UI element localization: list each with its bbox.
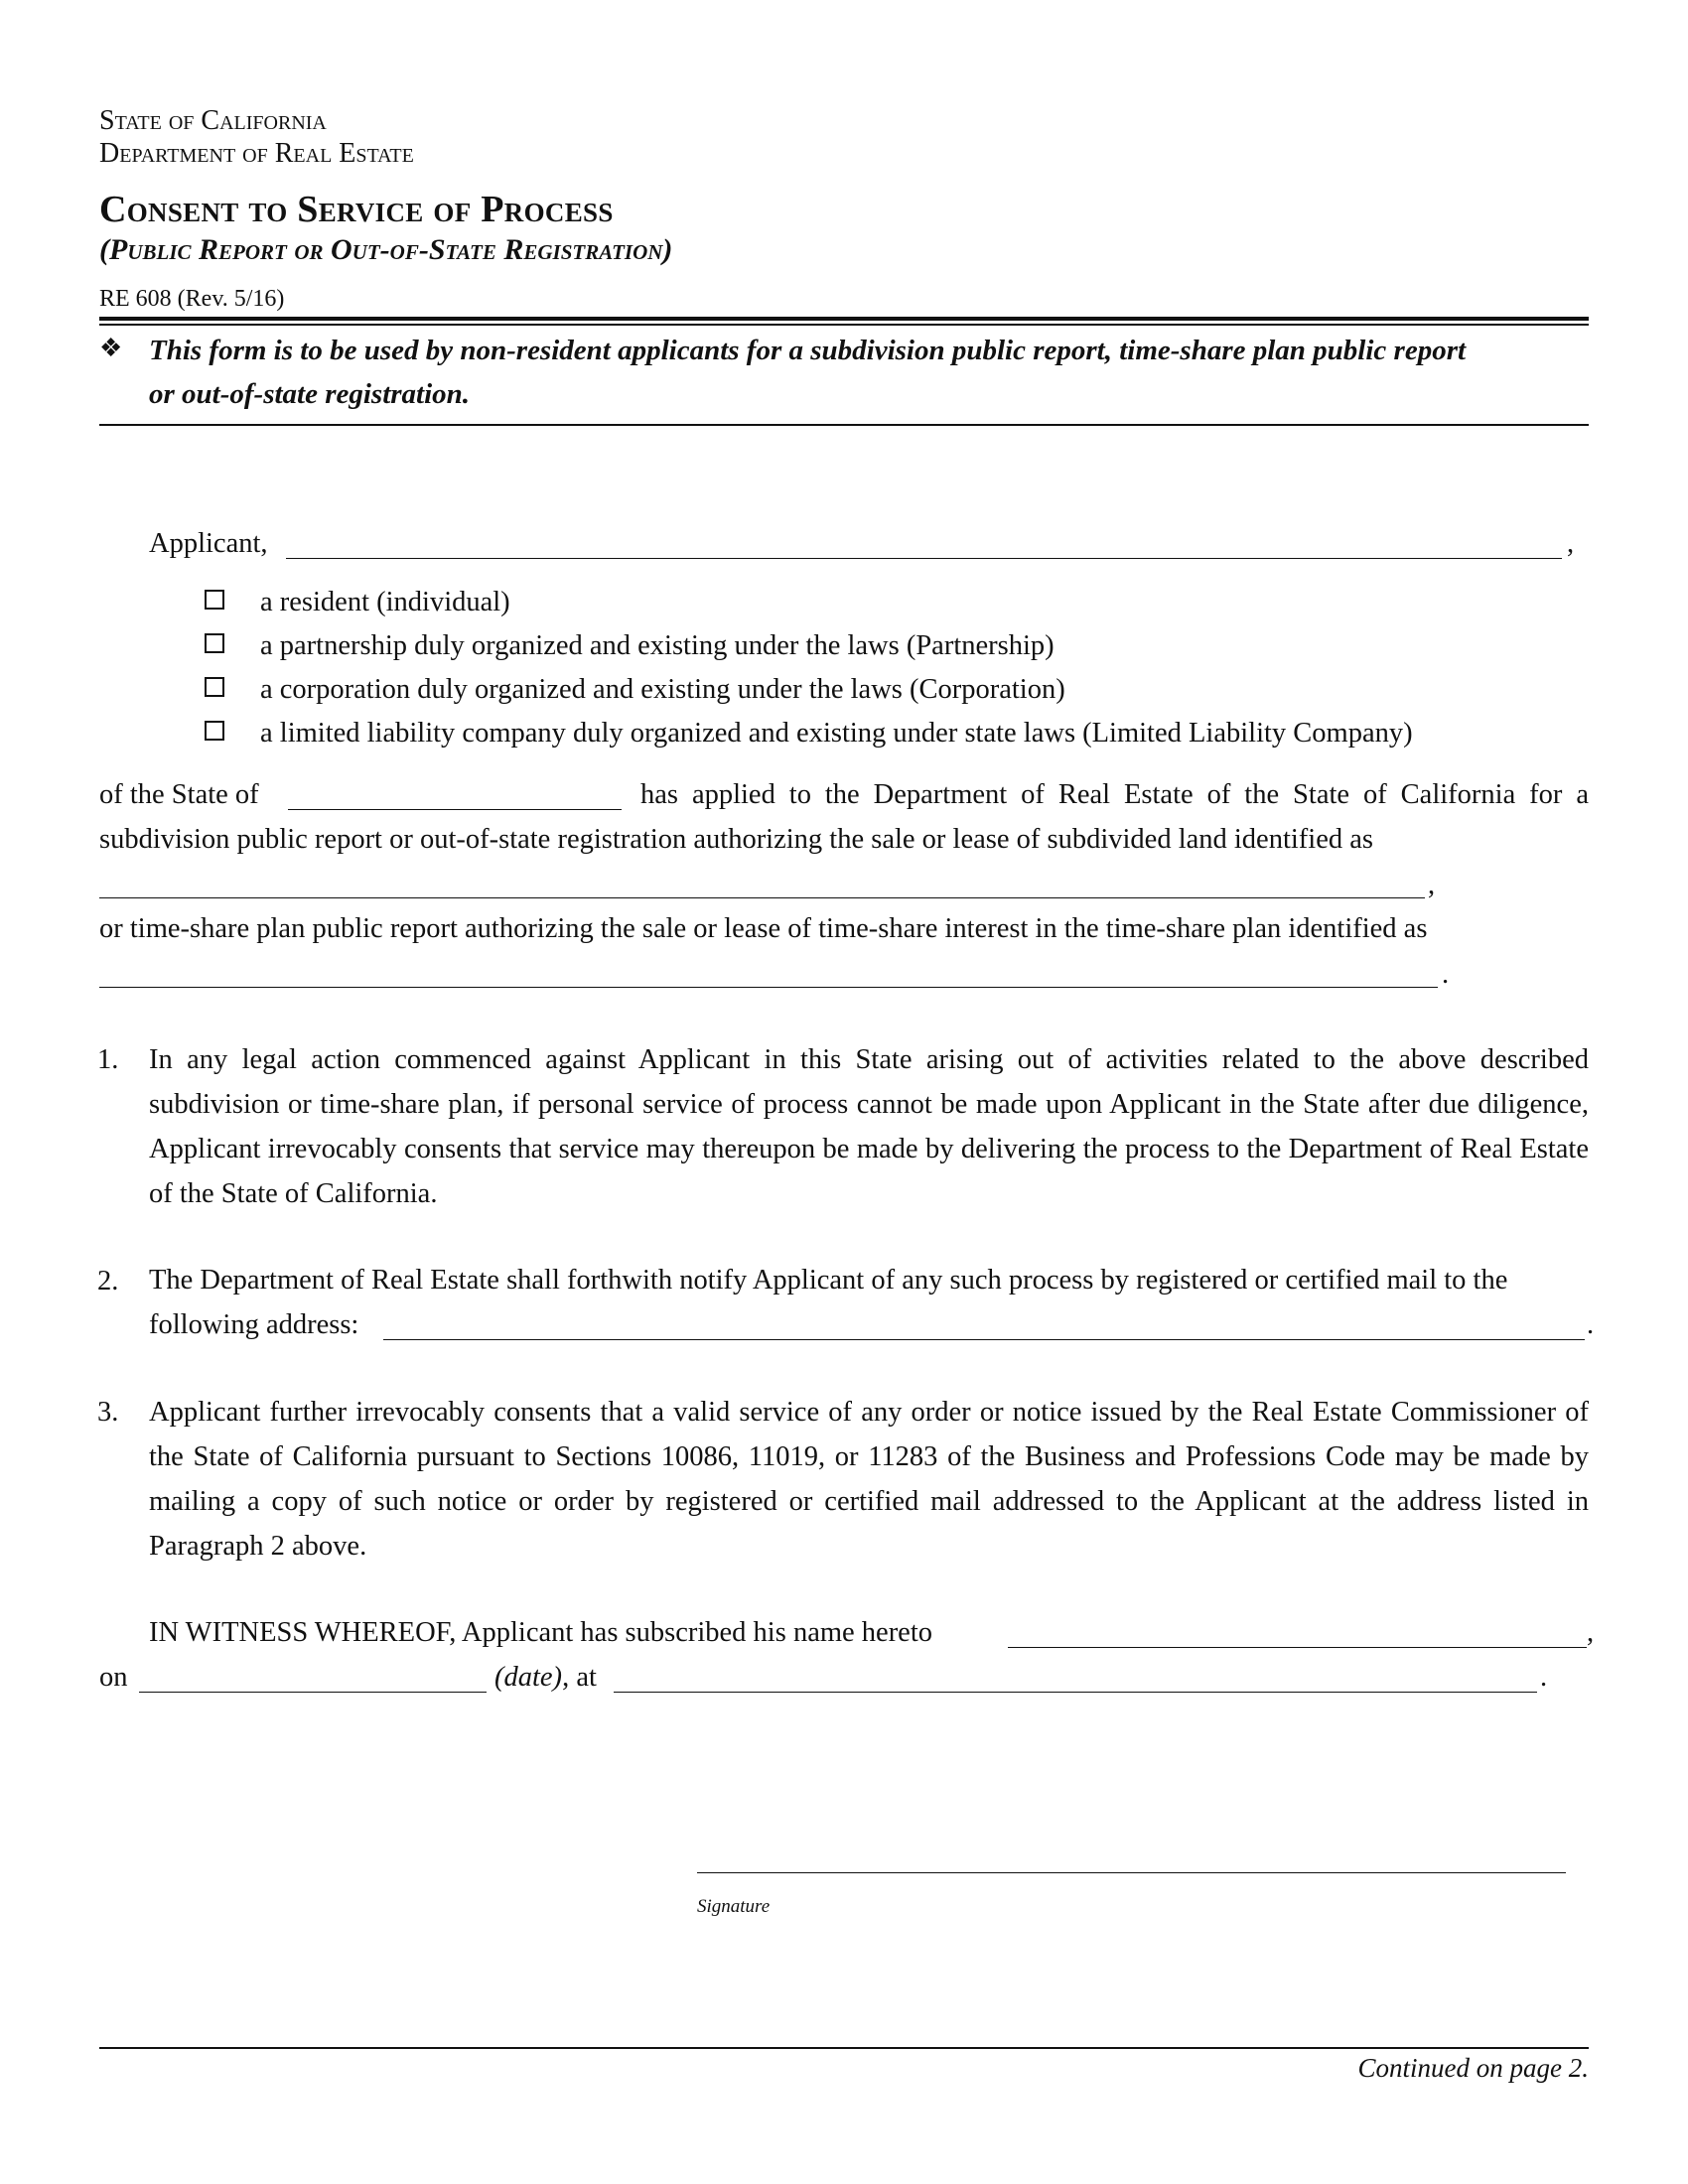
checkbox-resident[interactable] [205, 590, 224, 610]
checkbox-llc[interactable] [205, 721, 224, 741]
checkbox-resident-label: a resident (individual) [260, 587, 510, 617]
notice-line-1: This form is to be used by non-resident applicants for a subdivision public report, time-share plan public report [149, 335, 1467, 366]
date-caption [494, 1664, 597, 1693]
timeshare-field[interactable] [99, 987, 1438, 988]
applicant-name-field[interactable] [286, 558, 1562, 559]
form-subtitle: (Public Report or Out-of-State Registration) [99, 233, 673, 266]
paragraph-1-text: In any legal action commenced against Applicant in this State arising out of activities related to the above described subdivision or time-share plan, if personal service of process cannot be made upon Applicant in the State after due diligence, Applicant irrevocably consents that service may thereupon be made by delivering the process to the Department of Real Estate of the State of California. [149, 1044, 1589, 1209]
subdivision-description: subdivision public report or out-of-state registration authorizing the sale or lease of subdivided land identified as [99, 824, 1373, 855]
header-rule-thin [99, 324, 1589, 326]
date-field[interactable] [139, 1692, 487, 1693]
diamond-bullet-icon: ❖ [99, 334, 123, 362]
notice-rule [99, 424, 1589, 426]
footer-rule [99, 2047, 1589, 2049]
paragraph-3-text: Applicant further irrevocably consents that a valid service of any order or notice issued by the Real Estate Commissioner of the State of California pursuant to Sections 10086, 11019, or 11283 of the Business and Professions Code may be made by mailing a copy of such notice or order by registered or certified mail addressed to the Applicant at the address listed in Paragraph 2 above. [149, 1397, 1589, 1562]
checkbox-partnership[interactable] [205, 633, 224, 653]
checkbox-partnership-label: a partnership duly organized and existing under the laws (Partnership) [260, 630, 1055, 661]
paragraph-2-trailing: . [1587, 1309, 1595, 1340]
agency-state: State of California [99, 105, 327, 136]
subdivision-field[interactable] [99, 897, 1425, 898]
checkbox-llc-label: a limited liability company duly organized and existing under state laws (Limited Liability Company) [260, 718, 1413, 749]
paragraph-2-line-1: The Department of Real Estate shall forthwith notify Applicant of any such process by registered or certified mail to the [149, 1265, 1508, 1296]
date-label: (date) [494, 1662, 563, 1693]
applicant-label: Applicant, [149, 528, 268, 559]
continued-note: Continued on page 2. [1357, 2053, 1589, 2083]
state-line-rest: has applied to the Department of Real Estate of the State of California for a [640, 779, 1589, 810]
checkbox-corporation-label: a corporation duly organized and existing under the laws (Corporation) [260, 674, 1065, 705]
witness-line2-trailing: . [1540, 1662, 1548, 1693]
witness-name-field[interactable] [1008, 1647, 1587, 1648]
paragraph-2-address-label: following address: [149, 1309, 359, 1340]
state-prefix: of the State of [99, 779, 259, 810]
paragraph-2-number: 2. [97, 1266, 119, 1297]
form-number: RE 608 (Rev. 5/16) [99, 286, 285, 312]
address-field[interactable] [383, 1339, 1585, 1340]
signature-label: Signature [697, 1896, 771, 1917]
header-rule-thick [99, 317, 1589, 321]
applicant-trailing-comma: , [1567, 528, 1575, 559]
timeshare-description: or time-share plan public report authorizing the sale or lease of time-share interest in the time-share plan identified as [99, 913, 1428, 944]
signature-field[interactable] [697, 1872, 1566, 1873]
location-field[interactable] [614, 1692, 1537, 1693]
form-title: Consent to Service of Process [99, 189, 614, 230]
agency-department: Department of Real Estate [99, 138, 414, 169]
timeshare-trailing: . [1442, 959, 1450, 990]
checkbox-corporation[interactable] [205, 677, 224, 697]
paragraph-1-number: 1. [97, 1044, 119, 1075]
witness-line1-trailing: , [1587, 1617, 1595, 1648]
subdivision-trailing: , [1428, 870, 1436, 900]
paragraph-3-number: 3. [97, 1397, 119, 1428]
on-label: on [99, 1662, 128, 1693]
at-label: , at [562, 1662, 597, 1693]
state-field[interactable] [288, 809, 622, 810]
witness-statement: IN WITNESS WHEREOF, Applicant has subscribed his name hereto [149, 1617, 932, 1648]
notice-line-2: or out-of-state registration. [149, 378, 471, 410]
